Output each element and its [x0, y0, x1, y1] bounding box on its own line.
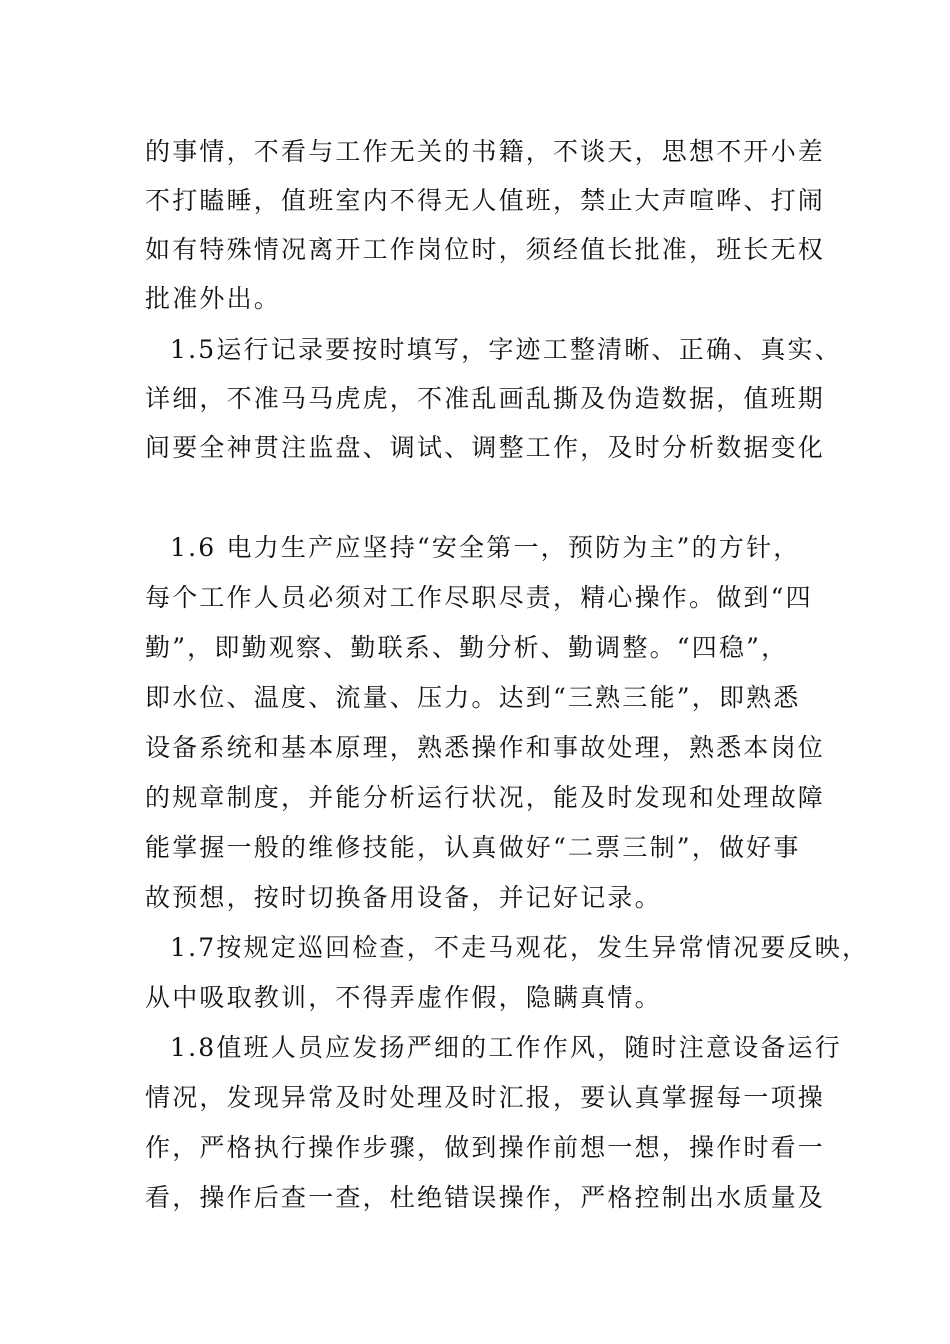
text-line: 的规章制度，并能分析运行状况，能及时发现和处理故障	[145, 783, 826, 812]
text-line: 从中吸取教训，不得弄虚作假，隐瞒真情。	[145, 983, 662, 1012]
text-line: 如有特殊情况离开工作岗位时，须经值长批准，班长无权	[145, 235, 826, 264]
text-line: 的事情，不看与工作无关的书籍，不谈天，思想不开小差	[145, 137, 826, 166]
text-line: 即水位、温度、流量、压力。达到“三熟三能”，即熟悉	[145, 683, 801, 712]
text-line: 作，严格执行操作步骤，做到操作前想一想，操作时看一	[145, 1133, 826, 1162]
text-line: 详细，不准马马虎虎，不准乱画乱撕及伪造数据，值班期	[145, 384, 826, 413]
text-line: 看，操作后查一查，杜绝错误操作，严格控制出水质量及	[145, 1183, 826, 1212]
text-line: 能掌握一般的维修技能，认真做好“二票三制”，做好事	[145, 833, 801, 862]
text-line: 每个工作人员必须对工作尽职尽责，精心操作。做到“四	[145, 583, 813, 612]
text-line: 故预想，按时切换备用设备，并记好记录。	[145, 883, 662, 912]
paragraph-1-8-start: 1.8值班人员应发扬严细的工作作风，随时注意设备运行	[170, 1033, 842, 1062]
text-line: 间要全神贯注监盘、调试、调整工作，及时分析数据变化	[145, 433, 826, 462]
text-line: 勤”，即勤观察、勤联系、勤分析、勤调整。“四稳”，	[145, 633, 789, 662]
paragraph-1-7-start: 1.7按规定巡回检查，不走马观花，发生异常情况要反映，	[170, 933, 870, 962]
text-line: 不打瞌睡，值班室内不得无人值班，禁止大声喧哗、打闹	[145, 186, 826, 215]
text-line: 批准外出。	[145, 284, 282, 313]
text-line: 情况，发现异常及时处理及时汇报，要认真掌握每一项操	[145, 1083, 826, 1112]
paragraph-1-6-start: 1.6 电力生产应坚持“安全第一，预防为主”的方针，	[170, 533, 801, 562]
text-line: 设备系统和基本原理，熟悉操作和事故处理，熟悉本岗位	[145, 733, 826, 762]
paragraph-1-5-start: 1.5运行记录要按时填写，字迹工整清晰、正确、真实、	[170, 335, 842, 364]
